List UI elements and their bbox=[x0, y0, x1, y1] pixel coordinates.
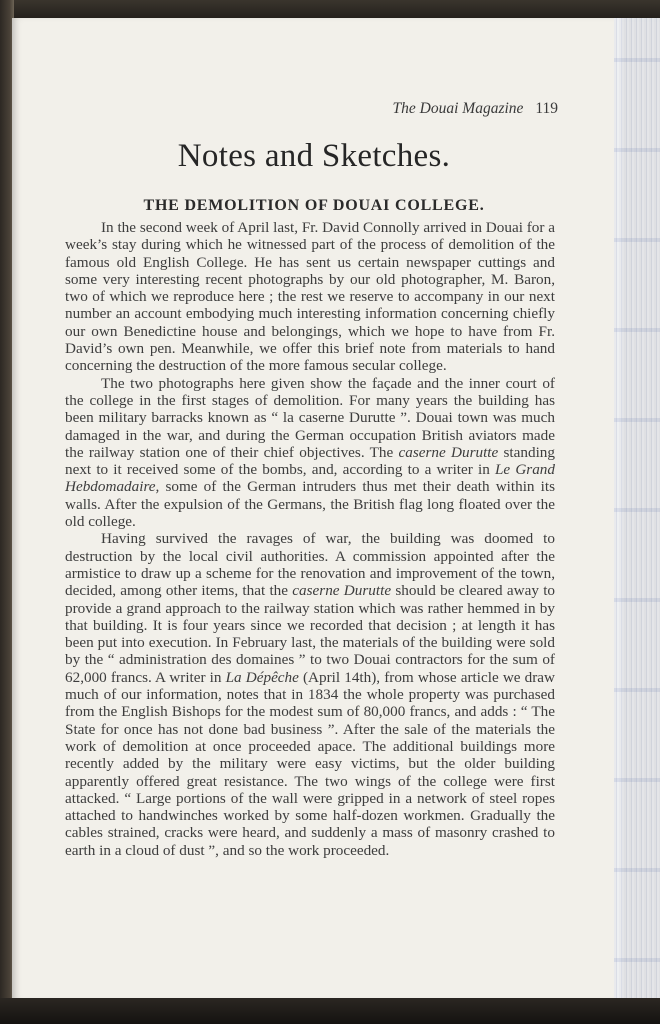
text-run: The two photographs here given show the façade and the inner court of the college in the first stages of demolition. For many years the building has been military barracks known as “ la caserne Durutte ”. Douai town was much damaged in the war, and during the German occupation British aviators made the railway station one of their chief objectives. The bbox=[65, 374, 555, 461]
running-header bbox=[300, 100, 558, 118]
text-run: Having survived the ravages of war, the building was doomed to destruction by the local civil authorities. A commission appointed after the armistice to draw up a scheme for the renovation and improvement of the town, decided, among other items, that the bbox=[65, 530, 555, 600]
text-run: some of the German intruders thus met their death within its walls. After the expulsion of the Germans, the British flag long floated over the old college. bbox=[65, 478, 555, 531]
article-heading: THE DEMOLITION OF DOUAI COLLEGE. bbox=[143, 197, 485, 214]
paragraph bbox=[65, 219, 555, 375]
magazine-name: The Douai Magazine bbox=[392, 100, 524, 117]
page-number: 119 bbox=[535, 100, 558, 117]
text-run: In the second week of April last, Fr. David Connolly arrived in Douai for a week’s stay during which he witnessed part of the process of demolition of the famous old English College. He has sent us certain newspaper cuttings and some very interesting recent photographs by our old photographer, M. Baron, two of which we reproduce here ; the rest we reserve to accompany in our next number an account embodying much interesting information concerning chiefly our own Benedictine house and belongings, which we hope to have from Fr. David’s own pen. Meanwhile, we offer this brief note from materials to hand concerning the destruction of the more famous secular college. bbox=[65, 219, 555, 375]
paragraph bbox=[65, 375, 555, 531]
article-body bbox=[65, 219, 555, 859]
book-cover-bottom bbox=[0, 998, 660, 1024]
paragraph bbox=[65, 530, 555, 859]
page-fore-edge bbox=[614, 18, 660, 1000]
italic-text: caserne Durutte bbox=[398, 443, 499, 461]
text-run: standing next to it received some of the bombs, and, according to a writer in bbox=[65, 443, 555, 479]
text-run: should be cleared away to provide a grand approach to the railway station which was rather hemmed in by that building. It is four years since we recorded that decision ; at length it has been put into execution. In February last, the materials of the building were sold by the “ administration des domaines ” to two Douai contractors for the sum of 62,000 francs. A writer in bbox=[65, 582, 556, 686]
italic-text: Le Grand Hebdomadaire, bbox=[65, 461, 555, 496]
text-run: (April 14th), from whose article we draw much of our information, notes that in 1834 the whole property was purchased from the English Bishops for the modest sum of 80,000 francs, and adds : “ The State for once has not done bad business ”. After the sale of the materials the work of demolition at once proceeded apace. The additional buildings more recently added by the military were easy victims, but the older building apparently offered great resistance. The two wings of the college were first attacked. “ Large portions of the wall were gripped in a network of steel ropes attached to handwinches worked by some half-dozen workmen. Gradually the cables strained, cracks were heard, and suddenly a mass of masonry crashed to earth in a cloud of dust ”, and so the work proceeded. bbox=[65, 668, 555, 859]
italic-text: caserne Durutte bbox=[292, 582, 392, 600]
italic-text: La Dépêche bbox=[225, 668, 299, 686]
section-title: Notes and Sketches. bbox=[177, 138, 451, 174]
